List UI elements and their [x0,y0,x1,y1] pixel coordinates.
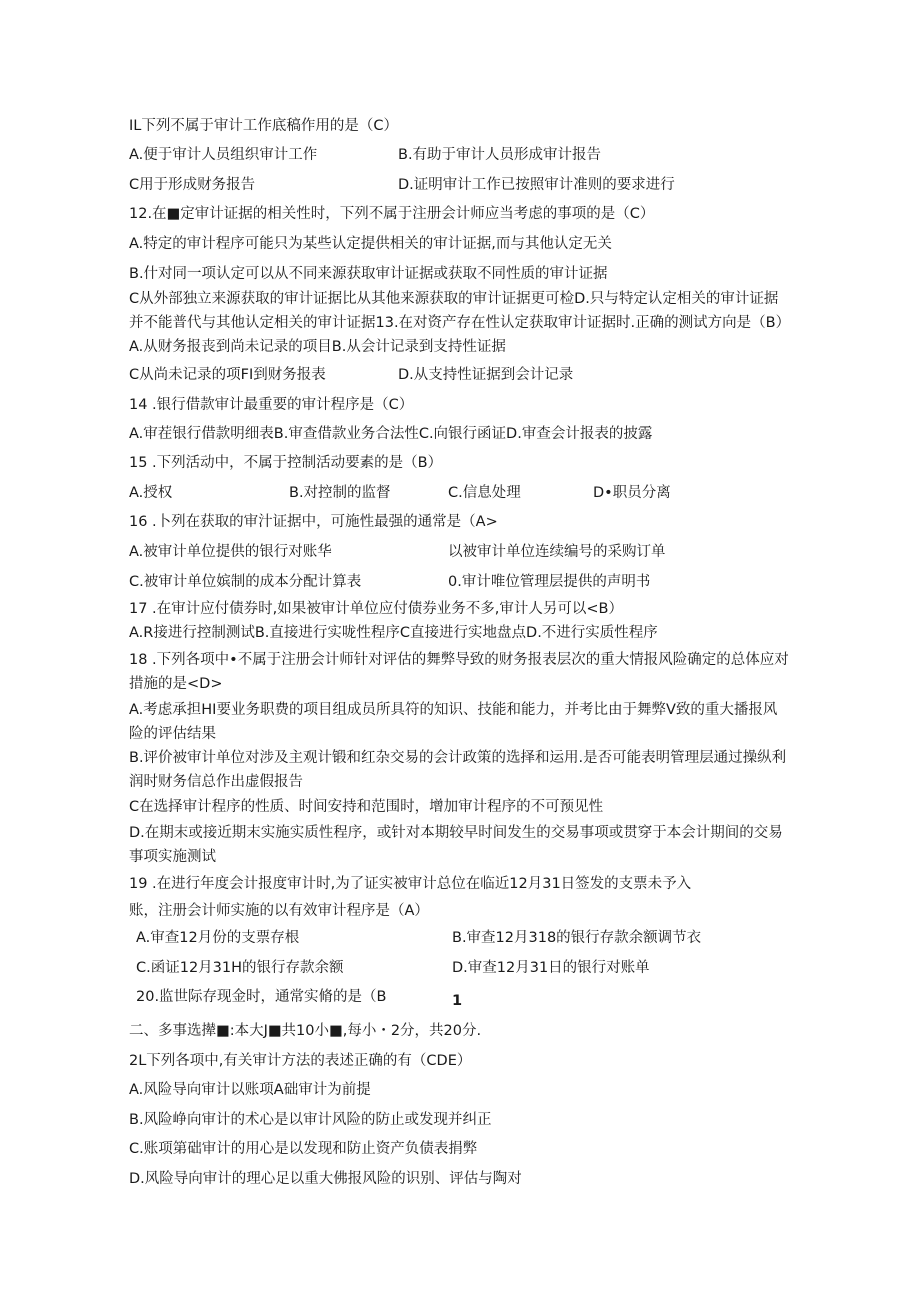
q19-option-a: A.审查12月份的支票存根 [136,930,300,946]
q11-stem: IL下列不属于审计工作底稿作用的是（C） [129,118,398,134]
q13-option-c: C从尚未记录的项FI到财务报表 [129,367,326,383]
q16-stem: 16 .卜列在获取的审汁证据中，可施性最强的通常是（A> [129,514,498,530]
q12-option-b: B.什对同一项认定可以从不同来源获取审计证据或获取不同性质的审计证据 [129,266,608,282]
q11-option-a: A.便于审计人员组织审计工作 [129,147,318,163]
q16-option-a: A.被审计单位提供的银行对账华 [129,544,332,560]
q18-option-b: B.评价被审计单位对涉及主观计锻和红杂交易的会计政策的选择和运用.是否可能表明管理层通过操纵利润时财务信总作出虚假报告 [129,750,787,790]
q15-option-d: D•职员分离 [593,485,671,501]
q21-option-b: B.风险峥向审计的术心是以审计风险的防止或发现并纠正 [129,1112,492,1128]
q19-option-d: D.审查12月31日的银行对账单 [452,960,650,976]
q11-option-d: D.证明审计工作已按照审计准则的要求进行 [398,177,675,193]
q18-option-a: A.考虑承担HI要业务职费的项目组成员所具符的知识、技能和能力，并考比由于舞弊V致的重大播报风险的评估结果 [129,702,778,742]
q11-option-c: C用于形成财务报告 [129,177,256,193]
q21-option-a: A.风险导向审计以账项A础审计为前提 [129,1082,371,1098]
q21-option-d: D.风险导向审计的理心足以重大佛报风险的识别、评估与陶对 [129,1171,522,1187]
page-number: 1 [452,993,463,1009]
q14-stem: 14 .银行借款审计最重要的审计程序是（C） [129,397,414,413]
q19-stem-line2: 账，注册会计师实施的以有效审计程序是（A） [129,903,429,919]
q14-options: A.审茬银行借款明细表B.审查借款业务合法性C.向银行函证D.审查会计报表的披露 [129,426,653,442]
q16-option-b: 以被审计单位连续编号的采购订单 [448,544,666,560]
q21-option-c: C.账项第础审计的用心是以发现和防止资产负债表捐弊 [129,1141,478,1157]
q16-option-c: C.被审计单位嫔制的成本分配计算表 [129,574,362,590]
q13-option-d: D.从支持性证据到会计记录 [398,367,574,383]
q19-stem-line1: 19 .在进行年度会计报度审计时,为了证实被审计总位在临近12月31日签发的支票未予入 [129,876,692,892]
q21-stem: 2L下列各项中,有关审计方法的表述正确的有（CDE） [129,1053,472,1069]
q15-option-a: A.授权 [129,485,173,501]
q16-option-d: 0.审计唯位管理层提供的声明书 [448,574,651,590]
q18-stem: 18 .下列各项中•不属于注册会计师针对评估的舞弊导致的财务报表层次的重大情报风险确定的总体应对措施的是<D> [129,652,789,692]
section2-heading: 二、多事选撵■:本大J■共10小■,每小・2分，共20分. [129,1023,482,1039]
q18-option-d: D.在期末或接近期末实施实质性程序，或针对本期较早时间发生的交易事项或贯穿于本会计期间的交易事项实施测试 [129,825,783,865]
q15-option-b: B.对控制的监督 [289,485,391,501]
q20-stem: 20.监世际存现金时，通常实脩的是（B [136,989,387,1005]
q18-option-c: C在选择审计程序的性质、时间安持和范围时，增加审计程序的不可预见性 [129,799,604,815]
q12-option-a: A.特定的审计程序可能只为某些认定提供相关的审计证据,而与其他认定无关 [129,236,612,252]
q11-option-b: B.有助于审计人员形成审计报告 [398,147,602,163]
q17-stem: 17 .在审计应付债券时,如果被审计单位应付债券业务不多,审计人另可以<B） [129,601,623,617]
q19-option-b: B.审查12月318的银行存款余额调节衣 [452,930,702,946]
q12-q13-wrapped-paragraph: C从外部独立来源获取的审计证据比从其他来源获取的审计证据更可检D.只与特定认定相关的审计证据并不能普代与其他认定相关的审计证据13.在对资产存在性认定获取审计证据时.正确的测试方向是（B）A.从财务报丧到尚未记录的项目B.从会计记录到支持性证据 [129,291,791,355]
q19-option-c: C.函证12月31H的银行存款余额 [136,960,344,976]
q15-option-c: C.信息处理 [448,485,521,501]
q15-stem: 15 .下列活动中，不属于控制活动要素的是（B） [129,455,443,471]
q17-options: A.R接进行控制测试B.直接进行实咙性程序C直接进行实地盘点D.不进行实质性程序 [129,625,658,641]
q12-stem: 12.在■定审计证据的相关性时，下列不属于注册会计师应当考虑的事项的是（C） [129,206,655,222]
